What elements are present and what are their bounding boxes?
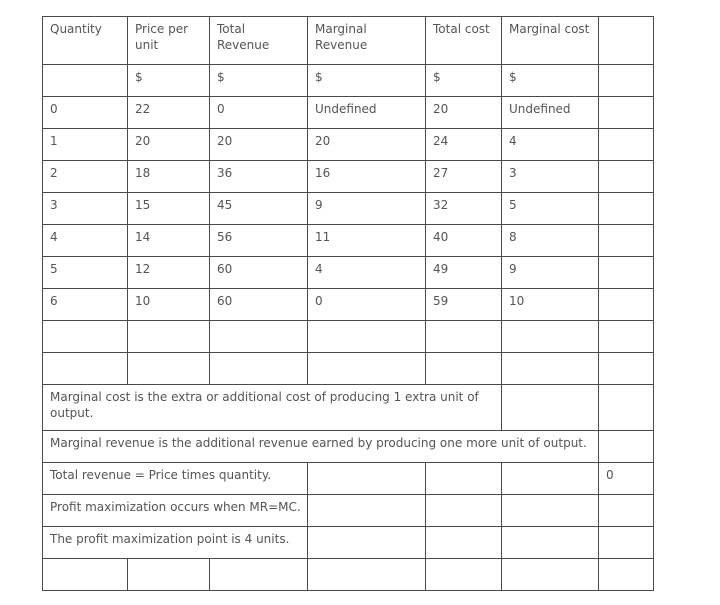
cell-marginal-revenue: 0 xyxy=(308,289,426,321)
cell-marginal-revenue: 16 xyxy=(308,161,426,193)
unit-marginal-revenue: $ xyxy=(308,65,426,97)
cell-total-revenue: 45 xyxy=(210,193,308,225)
cell-marginal-revenue: Undefined xyxy=(308,97,426,129)
cell-total-cost: 27 xyxy=(426,161,502,193)
empty-cell xyxy=(43,321,128,353)
empty-cell xyxy=(599,527,654,559)
empty-cell xyxy=(599,431,654,463)
unit-marginal-cost: $ xyxy=(502,65,599,97)
cell-marginal-cost: 8 xyxy=(502,225,599,257)
cell-price: 10 xyxy=(128,289,210,321)
empty-cell xyxy=(599,225,654,257)
cell-quantity: 3 xyxy=(43,193,128,225)
note-total-revenue-extra: 0 xyxy=(599,463,654,495)
note-marginal-revenue: Marginal revenue is the additional revenue earned by producing one more unit of output. xyxy=(43,431,599,463)
unit-total-cost: $ xyxy=(426,65,502,97)
empty-cell xyxy=(502,385,599,431)
cell-quantity: 4 xyxy=(43,225,128,257)
header-row xyxy=(43,17,654,65)
table-row xyxy=(43,193,654,225)
empty-cell xyxy=(210,559,308,591)
empty-cell xyxy=(43,65,128,97)
empty-cell xyxy=(308,495,426,527)
cell-total-cost: 49 xyxy=(426,257,502,289)
cell-price: 14 xyxy=(128,225,210,257)
unit-total-revenue: $ xyxy=(210,65,308,97)
note-row xyxy=(43,385,654,431)
empty-cell xyxy=(426,527,502,559)
empty-row xyxy=(43,559,654,591)
table-row xyxy=(43,289,654,321)
empty-cell xyxy=(426,495,502,527)
empty-cell xyxy=(599,495,654,527)
table-row xyxy=(43,129,654,161)
empty-cell xyxy=(599,129,654,161)
cell-total-revenue: 56 xyxy=(210,225,308,257)
empty-cell xyxy=(43,353,128,385)
empty-cell xyxy=(43,559,128,591)
cell-total-cost: 59 xyxy=(426,289,502,321)
header-total-revenue: Total Revenue xyxy=(210,17,308,65)
empty-row xyxy=(43,321,654,353)
empty-row xyxy=(43,353,654,385)
empty-cell xyxy=(599,161,654,193)
table-row xyxy=(43,97,654,129)
table-row xyxy=(43,257,654,289)
empty-cell xyxy=(210,353,308,385)
cell-marginal-revenue: 11 xyxy=(308,225,426,257)
empty-cell xyxy=(502,559,599,591)
empty-cell xyxy=(599,97,654,129)
cell-marginal-cost: Undefined xyxy=(502,97,599,129)
empty-cell xyxy=(599,65,654,97)
empty-cell xyxy=(128,559,210,591)
empty-cell xyxy=(502,463,599,495)
cell-total-revenue: 0 xyxy=(210,97,308,129)
empty-cell xyxy=(308,353,426,385)
empty-cell xyxy=(426,463,502,495)
cell-total-revenue: 36 xyxy=(210,161,308,193)
cell-quantity: 5 xyxy=(43,257,128,289)
header-quantity: Quantity xyxy=(43,17,128,65)
note-marginal-cost: Marginal cost is the extra or additional cost of producing 1 extra unit of output. xyxy=(43,385,502,431)
empty-cell xyxy=(502,495,599,527)
cell-price: 20 xyxy=(128,129,210,161)
empty-cell xyxy=(308,321,426,353)
empty-cell xyxy=(599,257,654,289)
empty-cell xyxy=(426,559,502,591)
empty-cell xyxy=(210,321,308,353)
cell-price: 12 xyxy=(128,257,210,289)
empty-cell xyxy=(599,289,654,321)
cell-price: 15 xyxy=(128,193,210,225)
header-marginal-cost: Marginal cost xyxy=(502,17,599,65)
table-row xyxy=(43,161,654,193)
empty-cell xyxy=(128,321,210,353)
empty-cell xyxy=(426,353,502,385)
note-profit-point: The profit maximization point is 4 units. xyxy=(43,527,308,559)
table-row xyxy=(43,225,654,257)
cell-marginal-revenue: 20 xyxy=(308,129,426,161)
empty-cell xyxy=(502,527,599,559)
cell-marginal-cost: 3 xyxy=(502,161,599,193)
cell-quantity: 2 xyxy=(43,161,128,193)
note-row xyxy=(43,495,654,527)
note-row xyxy=(43,431,654,463)
empty-cell xyxy=(128,353,210,385)
empty-cell xyxy=(426,321,502,353)
units-row xyxy=(43,65,654,97)
note-profit-maximization: Profit maximization occurs when MR=MC. xyxy=(43,495,308,527)
cell-total-cost: 24 xyxy=(426,129,502,161)
cell-total-cost: 20 xyxy=(426,97,502,129)
empty-cell xyxy=(599,385,654,431)
cell-marginal-cost: 10 xyxy=(502,289,599,321)
cell-marginal-cost: 4 xyxy=(502,129,599,161)
note-row xyxy=(43,463,654,495)
cell-quantity: 1 xyxy=(43,129,128,161)
empty-cell xyxy=(599,559,654,591)
header-price-per-unit: Price per unit xyxy=(128,17,210,65)
note-row xyxy=(43,527,654,559)
cell-total-revenue: 60 xyxy=(210,289,308,321)
revenue-cost-table xyxy=(42,16,654,591)
cell-marginal-revenue: 9 xyxy=(308,193,426,225)
empty-cell xyxy=(599,17,654,65)
empty-cell xyxy=(599,193,654,225)
empty-cell xyxy=(308,527,426,559)
empty-cell xyxy=(502,321,599,353)
cell-marginal-revenue: 4 xyxy=(308,257,426,289)
note-total-revenue: Total revenue = Price times quantity. xyxy=(43,463,308,495)
cell-total-revenue: 20 xyxy=(210,129,308,161)
cell-marginal-cost: 5 xyxy=(502,193,599,225)
empty-cell xyxy=(599,321,654,353)
cell-quantity: 0 xyxy=(43,97,128,129)
unit-price: $ xyxy=(128,65,210,97)
header-marginal-revenue: Marginal Revenue xyxy=(308,17,426,65)
cell-total-revenue: 60 xyxy=(210,257,308,289)
cell-quantity: 6 xyxy=(43,289,128,321)
cell-total-cost: 32 xyxy=(426,193,502,225)
cell-marginal-cost: 9 xyxy=(502,257,599,289)
empty-cell xyxy=(502,353,599,385)
empty-cell xyxy=(308,559,426,591)
cell-total-cost: 40 xyxy=(426,225,502,257)
cell-price: 18 xyxy=(128,161,210,193)
header-total-cost: Total cost xyxy=(426,17,502,65)
empty-cell xyxy=(599,353,654,385)
empty-cell xyxy=(308,463,426,495)
cell-price: 22 xyxy=(128,97,210,129)
